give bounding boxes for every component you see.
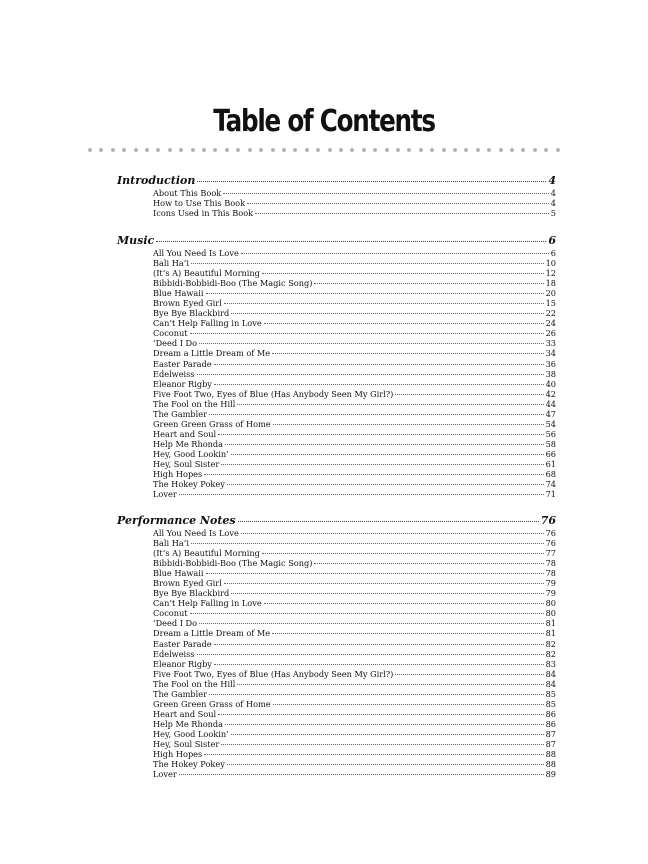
toc-entry[interactable] (153, 459, 556, 469)
rule-dot (510, 148, 514, 152)
toc-entry-label: The Hokey Pokey (153, 759, 225, 770)
toc-entry-page: 88 (545, 759, 556, 770)
toc-entry-page: 82 (545, 638, 556, 649)
dot-leader (197, 374, 544, 375)
toc-entry-page: 4 (550, 198, 556, 209)
toc-entry-label: The Hokey Pokey (153, 479, 225, 490)
toc-entry-label: Bibbidi-Bobbidi-Boo (The Magic Song) (153, 278, 313, 289)
toc-entry-page: 76 (545, 538, 556, 549)
toc-entry[interactable] (153, 328, 556, 338)
toc-entry-page: 81 (545, 628, 556, 639)
toc-entry-label: All You Need Is Love (153, 528, 239, 538)
toc-entry[interactable] (153, 739, 556, 749)
toc-entry-page: 80 (545, 608, 556, 619)
rule-dot (544, 148, 548, 152)
dot-leader (241, 533, 544, 534)
toc-entry[interactable] (153, 729, 556, 739)
toc-entry[interactable] (153, 669, 556, 679)
rule-dot (385, 148, 389, 152)
dot-leader (231, 593, 543, 594)
dot-leader (314, 563, 543, 564)
toc-entry-label: Help Me Rhonda (153, 718, 224, 729)
toc-entry[interactable] (153, 188, 556, 198)
toc-entry[interactable] (153, 379, 556, 389)
toc-entry-page: 58 (545, 438, 556, 449)
toc-section-introduction (117, 174, 556, 218)
dot-leader (209, 694, 544, 695)
rule-dot (362, 148, 366, 152)
dot-leader (221, 744, 543, 745)
dot-leader (156, 241, 546, 242)
dot-leader (255, 213, 549, 214)
section-heading-label: Music (117, 234, 155, 247)
toc-entry-page: 12 (545, 268, 556, 279)
toc-entry-page: 22 (545, 308, 556, 319)
toc-entry[interactable] (153, 749, 556, 759)
toc-entry-label: About This Book (153, 188, 222, 198)
toc-entry[interactable] (153, 298, 556, 308)
rule-dot (111, 148, 115, 152)
dot-leader (247, 203, 549, 204)
toc-entry-label: Bye Bye Blackbird (153, 308, 230, 319)
rule-dot (179, 148, 183, 152)
title-dot-rule (88, 147, 560, 153)
dot-leader (262, 273, 544, 274)
toc-entry-page: 84 (545, 678, 556, 689)
toc-entry-label: Easter Parade (153, 358, 212, 369)
page-title: Table of Contents (213, 104, 435, 139)
toc-entry-label: Eleanor Rigby (153, 658, 212, 669)
rule-dot (556, 148, 560, 152)
toc-entry-page: 10 (545, 258, 556, 269)
section-page-number: 76 (540, 514, 556, 527)
dot-leader (199, 623, 544, 624)
rule-dot (88, 148, 92, 152)
toc-entry-page: 38 (545, 368, 556, 379)
toc-entry[interactable] (153, 369, 556, 379)
toc-entry[interactable] (153, 719, 556, 729)
toc-entry-label: The Gambler (153, 688, 207, 699)
toc-entry[interactable] (153, 598, 556, 608)
toc-entry-page: 76 (545, 528, 556, 538)
toc-entry-page: 6 (550, 248, 556, 258)
toc-section-performance-notes (117, 514, 556, 779)
toc-entry-page: 20 (545, 288, 556, 299)
toc-entry-label: Easter Parade (153, 638, 212, 649)
toc-entry-label: ’Deed I Do (153, 338, 198, 349)
toc-entry[interactable] (153, 308, 556, 318)
dot-leader (237, 684, 543, 685)
dot-leader (273, 704, 544, 705)
rule-dot (282, 148, 286, 152)
toc-entry-page: 61 (545, 458, 556, 469)
toc-entry-label: Heart and Soul (153, 708, 217, 719)
toc-entry[interactable] (153, 709, 556, 719)
toc-entry[interactable] (153, 479, 556, 489)
section-heading[interactable] (117, 514, 556, 528)
toc-entry-page: 88 (545, 749, 556, 760)
dot-leader (179, 774, 544, 775)
toc-entry-label: The Fool on the Hill (153, 398, 236, 409)
toc-entry-label: Brown Eyed Girl (153, 578, 222, 589)
toc-entry-page: 34 (545, 348, 556, 359)
dot-leader (218, 714, 543, 715)
toc-entry-page: 74 (545, 479, 556, 490)
rule-dot (293, 148, 297, 152)
toc-entry-label: Green Green Grass of Home (153, 418, 271, 429)
dot-leader (273, 424, 544, 425)
toc-entry[interactable] (153, 399, 556, 409)
toc-entry-list (153, 248, 556, 499)
dot-leader (272, 353, 543, 354)
dot-leader (179, 494, 544, 495)
toc-entry-label: Blue Hawaii (153, 288, 204, 299)
rule-dot (156, 148, 160, 152)
toc-entry[interactable] (153, 268, 556, 278)
dot-leader (395, 394, 543, 395)
toc-entry-page: 36 (545, 358, 556, 369)
toc-entry[interactable] (153, 649, 556, 659)
rule-dot (99, 148, 103, 152)
toc-entry[interactable] (153, 769, 556, 779)
toc-entry[interactable] (153, 278, 556, 288)
dot-leader (231, 313, 543, 314)
rule-dot (225, 148, 229, 152)
toc-entry-page: 85 (545, 698, 556, 709)
dot-leader (225, 724, 544, 725)
toc-entry[interactable] (153, 409, 556, 419)
toc-entry-label: Dream a Little Dream of Me (153, 628, 271, 639)
toc-entry-page: 18 (545, 278, 556, 289)
toc-entry[interactable] (153, 208, 556, 218)
dot-leader (206, 573, 544, 574)
toc-entry-page: 4 (550, 188, 556, 198)
toc-entry-page: 77 (545, 548, 556, 559)
rule-dot (305, 148, 309, 152)
rule-dot (248, 148, 252, 152)
dot-leader (221, 464, 543, 465)
dot-leader (224, 583, 544, 584)
toc-entry[interactable] (153, 338, 556, 348)
section-heading[interactable] (117, 174, 556, 188)
dot-leader (214, 664, 544, 665)
rule-dot (419, 148, 423, 152)
dot-leader (197, 181, 546, 182)
section-page-number: 4 (548, 174, 556, 187)
toc-entry[interactable] (153, 198, 556, 208)
toc-entry-page: 71 (545, 489, 556, 500)
dot-leader (225, 444, 544, 445)
rule-dot (430, 148, 434, 152)
rule-dot (259, 148, 263, 152)
toc-entry-label: The Gambler (153, 408, 207, 419)
toc-entry-label: Bibbidi-Bobbidi-Boo (The Magic Song) (153, 558, 313, 569)
toc-entry[interactable] (153, 548, 556, 558)
toc-entry-page: 84 (545, 668, 556, 679)
toc-entry-label: Coconut (153, 608, 188, 619)
toc-entry-label: Icons Used in This Book (153, 208, 254, 219)
dot-leader (241, 253, 549, 254)
dot-leader (214, 364, 544, 365)
rule-dot (202, 148, 206, 152)
dot-leader (231, 454, 544, 455)
toc-entry-label: Hey, Good Lookin’ (153, 728, 229, 739)
section-heading-label: Introduction (117, 174, 196, 187)
rule-dot (213, 148, 217, 152)
dot-leader (223, 193, 549, 194)
toc-entry-label: The Fool on the Hill (153, 678, 236, 689)
toc-entry-page: 24 (545, 318, 556, 329)
toc-section-music (117, 234, 556, 499)
rule-dot (271, 148, 275, 152)
toc-entry-label: (It’s A) Beautiful Morning (153, 548, 260, 559)
toc-entry[interactable] (153, 528, 556, 538)
toc-entry-page: 66 (545, 448, 556, 459)
toc-entry-label: Edelweiss (153, 368, 195, 379)
dot-leader (231, 734, 544, 735)
section-page-number: 6 (548, 234, 556, 247)
rule-dot (487, 148, 491, 152)
toc-entry[interactable] (153, 469, 556, 479)
toc-entry-page: 54 (545, 418, 556, 429)
toc-entry-label: Lover (153, 489, 177, 500)
toc-entry-page: 87 (545, 728, 556, 739)
toc-entry-page: 86 (545, 718, 556, 729)
toc-entry-page: 82 (545, 648, 556, 659)
toc-entry[interactable] (153, 489, 556, 499)
dot-leader (264, 603, 544, 604)
dot-leader (272, 633, 543, 634)
rule-dot (350, 148, 354, 152)
toc-entry-label: All You Need Is Love (153, 248, 239, 258)
toc-entry-label: ’Deed I Do (153, 618, 198, 629)
rule-dot (122, 148, 126, 152)
toc-entry[interactable] (153, 429, 556, 439)
toc-entry-label: Edelweiss (153, 648, 195, 659)
rule-dot (145, 148, 149, 152)
rule-dot (134, 148, 138, 152)
toc-entry-page: 15 (545, 298, 556, 309)
toc-entry-label: Five Foot Two, Eyes of Blue (Has Anybody Seen My Girl?) (153, 668, 394, 679)
toc-entry-page: 85 (545, 688, 556, 699)
toc-entry[interactable] (153, 449, 556, 459)
toc-entry-page: 86 (545, 708, 556, 719)
toc-entry[interactable] (153, 689, 556, 699)
toc-entry-page: 83 (545, 658, 556, 669)
toc-entry-label: Green Green Grass of Home (153, 698, 271, 709)
rule-dot (499, 148, 503, 152)
toc-entry-label: Brown Eyed Girl (153, 298, 222, 309)
toc-entry-list (153, 188, 556, 218)
toc-entry[interactable] (153, 628, 556, 638)
toc-entry-page: 42 (545, 388, 556, 399)
toc-entry[interactable] (153, 318, 556, 328)
dot-leader (206, 293, 544, 294)
toc-entry[interactable] (153, 568, 556, 578)
rule-dot (328, 148, 332, 152)
rule-dot (168, 148, 172, 152)
toc-entry[interactable] (153, 439, 556, 449)
toc-entry-label: Hey, Good Lookin’ (153, 448, 229, 459)
section-heading-label: Performance Notes (117, 514, 236, 527)
toc-entry-page: 47 (545, 408, 556, 419)
toc-entry-label: High Hopes (153, 749, 203, 760)
toc-entry-label: Lover (153, 769, 177, 780)
rule-dot (533, 148, 537, 152)
rule-dot (407, 148, 411, 152)
toc-entry[interactable] (153, 538, 556, 548)
toc-entry[interactable] (153, 679, 556, 689)
toc-entry-label: Eleanor Rigby (153, 378, 212, 389)
toc-entry-page: 44 (545, 398, 556, 409)
dot-leader (190, 613, 544, 614)
toc-entry-page: 80 (545, 598, 556, 609)
rule-dot (464, 148, 468, 152)
toc-entry-page: 33 (545, 338, 556, 349)
toc-entry[interactable] (153, 359, 556, 369)
rule-dot (339, 148, 343, 152)
toc-entry[interactable] (153, 759, 556, 769)
toc-entry-label: Can’t Help Falling in Love (153, 598, 262, 609)
rule-dot (396, 148, 400, 152)
rule-dot (476, 148, 480, 152)
toc-entry-page: 79 (545, 588, 556, 599)
toc-entry-page: 68 (545, 469, 556, 480)
toc-entry-page: 87 (545, 738, 556, 749)
dot-leader (264, 323, 544, 324)
toc-entry-page: 78 (545, 568, 556, 579)
toc-entry[interactable] (153, 419, 556, 429)
section-heading[interactable] (117, 234, 556, 248)
toc-entry[interactable] (153, 608, 556, 618)
toc-entry-label: Hey, Soul Sister (153, 458, 220, 469)
toc-entry-label: How to Use This Book (153, 198, 246, 209)
toc-entry-page: 40 (545, 378, 556, 389)
rule-dot (236, 148, 240, 152)
toc-entry-page: 5 (550, 208, 556, 219)
dot-leader (191, 263, 544, 264)
dot-leader (314, 283, 543, 284)
dot-leader (214, 644, 544, 645)
dot-leader (262, 553, 544, 554)
toc-entry[interactable] (153, 659, 556, 669)
toc-entry-label: Hey, Soul Sister (153, 738, 220, 749)
toc-entry[interactable] (153, 258, 556, 268)
toc-entry-page: 56 (545, 428, 556, 439)
toc-entry-label: (It’s A) Beautiful Morning (153, 268, 260, 279)
rule-dot (191, 148, 195, 152)
toc-entry-label: Coconut (153, 328, 188, 339)
toc-entry-label: Heart and Soul (153, 428, 217, 439)
dot-leader (190, 333, 544, 334)
toc-entry-page: 79 (545, 578, 556, 589)
toc-entry[interactable] (153, 288, 556, 298)
dot-leader (199, 343, 544, 344)
dot-leader (395, 674, 543, 675)
toc-entry-label: Bali Ha’i (153, 258, 189, 269)
rule-dot (453, 148, 457, 152)
dot-leader (197, 654, 544, 655)
dot-leader (224, 303, 544, 304)
toc-entry-list (153, 528, 556, 779)
toc-entry[interactable] (153, 558, 556, 568)
toc-entry[interactable] (153, 618, 556, 628)
rule-dot (373, 148, 377, 152)
dot-leader (227, 484, 544, 485)
rule-dot (521, 148, 525, 152)
dot-leader (237, 404, 543, 405)
dot-leader (209, 414, 544, 415)
dot-leader (204, 474, 543, 475)
dot-leader (191, 543, 544, 544)
dot-leader (204, 754, 543, 755)
toc-entry[interactable] (153, 588, 556, 598)
toc-entry-label: Blue Hawaii (153, 568, 204, 579)
rule-dot (442, 148, 446, 152)
toc-entry-page: 89 (545, 769, 556, 780)
toc-entry-label: Dream a Little Dream of Me (153, 348, 271, 359)
toc-entry[interactable] (153, 348, 556, 358)
toc-entry[interactable] (153, 578, 556, 588)
dot-leader (214, 384, 544, 385)
toc-entry-label: Five Foot Two, Eyes of Blue (Has Anybody Seen My Girl?) (153, 388, 394, 399)
dot-leader (227, 764, 544, 765)
toc-entry-page: 26 (545, 328, 556, 339)
toc-entry-label: Bye Bye Blackbird (153, 588, 230, 599)
toc-entry-label: Can’t Help Falling in Love (153, 318, 262, 329)
toc-entry[interactable] (153, 699, 556, 709)
toc-entry[interactable] (153, 639, 556, 649)
toc-entry-page: 81 (545, 618, 556, 629)
dot-leader (238, 521, 539, 522)
rule-dot (316, 148, 320, 152)
toc-entry-label: Bali Ha’i (153, 538, 189, 549)
dot-leader (218, 434, 543, 435)
toc-entry[interactable] (153, 248, 556, 258)
toc-entry-label: Help Me Rhonda (153, 438, 224, 449)
toc-entry-label: High Hopes (153, 469, 203, 480)
toc-entry[interactable] (153, 389, 556, 399)
toc-entry-page: 78 (545, 558, 556, 569)
